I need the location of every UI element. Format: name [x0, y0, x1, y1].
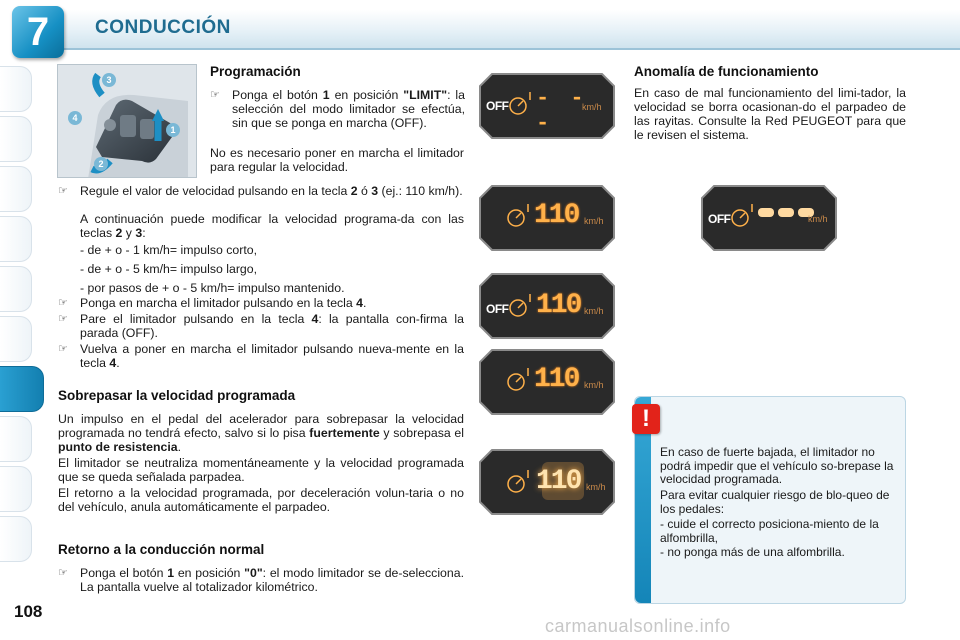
bullet-hand-icon: ☞: [58, 343, 68, 355]
sobrepasar-punto-resistencia: punto de resistencia: [58, 440, 178, 454]
step2-cont-key-3: 3: [135, 226, 143, 240]
chapter-tab-2[interactable]: [0, 116, 32, 162]
unit-label: km/h: [586, 482, 606, 492]
chapter-tab-1[interactable]: [0, 66, 32, 112]
step3-key: 4: [356, 296, 364, 310]
unit-label: km/h: [584, 216, 604, 226]
speed-digits: 110: [534, 200, 579, 231]
display-anomaly: [700, 184, 838, 252]
speed-dashes: - - -: [536, 86, 588, 136]
sobrepasar-p1-c: .: [177, 440, 182, 454]
programacion-step-2-cont: [80, 212, 464, 240]
exclamation-icon: !: [632, 404, 660, 434]
unit-label: km/h: [808, 214, 828, 224]
sobrepasar-p1-b: y sobrepasa el: [379, 426, 464, 440]
retorno-key: 1: [167, 566, 175, 580]
programacion-step-5: [58, 342, 464, 370]
blinking-dash: [778, 208, 794, 217]
speed-step-long: - de + o - 5 km/h= impulso largo,: [80, 262, 258, 276]
anomalia-heading: Anomalía de funcionamiento: [634, 64, 819, 79]
unit-label: km/h: [582, 102, 602, 112]
sobrepasar-paragraph-3: El retorno a la velocidad programada, por deceleración volun-taria o no del vehículo, anula automáticamente el parpadeo.: [58, 486, 464, 514]
bullet-hand-icon: ☞: [58, 567, 68, 579]
diagram-label-1: 1: [166, 123, 180, 137]
step2-cont-key-2: 2: [115, 226, 123, 240]
display-speed-110-blinking: [478, 448, 616, 516]
step1-text-b: en posición: [329, 88, 404, 102]
chapter-tabs: [0, 66, 34, 586]
chapter-title: CONDUCCIÓN: [95, 17, 231, 38]
step5-key: 4: [109, 356, 117, 370]
retorno-step: [58, 566, 464, 594]
step2-cont-b: :: [142, 226, 146, 240]
step1-key: 1: [322, 88, 330, 102]
display-speed-110-active: [478, 348, 616, 416]
retorno-heading: Retorno a la conducción normal: [58, 542, 265, 557]
limiter-stalk-diagram: [57, 64, 197, 178]
step2-or: ó: [357, 184, 372, 198]
programacion-note: No es necesario poner en marcha el limitador para regular la velocidad.: [210, 146, 464, 174]
step2-cont-a: A continuación puede modificar la velocidad programa-da con las teclas: [80, 212, 464, 240]
step2-key-3: 3: [371, 184, 379, 198]
step2-cont-y: y: [122, 226, 136, 240]
sobrepasar-heading: Sobrepasar la velocidad programada: [58, 388, 296, 403]
programacion-step-4: [58, 312, 464, 340]
warning-item-2: - no ponga más de una alfombrilla.: [660, 545, 845, 559]
step1-text-a: Ponga el botón: [232, 88, 323, 102]
chapter-tab-9[interactable]: [0, 466, 32, 512]
step5-text-a: Vuelva a poner en marcha el limitador pulsando nueva-mente en la tecla: [80, 342, 464, 370]
sobrepasar-paragraph-2: El limitador se neutraliza momentáneamente y la velocidad programada que se queda señalada parpadea.: [58, 456, 464, 484]
bullet-hand-icon: ☞: [210, 89, 220, 101]
sobrepasar-p1-a: Un impulso en el pedal del acelerador para sobrepasar la velocidad programada no tendrá efecto, salvo si lo pisa: [58, 412, 464, 440]
step3-text-a: Ponga en marcha el limitador pulsando en la tecla: [80, 296, 357, 310]
speed-digits: 110: [536, 466, 581, 497]
chapter-tab-8[interactable]: [0, 416, 32, 462]
step2-text-b: (ej.: 110 km/h).: [378, 184, 463, 198]
step2-text-a: Regule el valor de velocidad pulsando en la tecla: [80, 184, 351, 198]
bullet-hand-icon: ☞: [58, 297, 68, 309]
blinking-dash: [758, 208, 774, 217]
chapter-tab-4[interactable]: [0, 216, 32, 262]
page-header: [0, 0, 960, 60]
diagram-label-4: 4: [68, 111, 82, 125]
speed-step-held: - por pasos de + o - 5 km/h= impulso mantenido.: [80, 281, 345, 295]
retorno-text-b: en posición: [174, 566, 245, 580]
programacion-heading: Programación: [210, 64, 301, 79]
step4-key: 4: [311, 312, 319, 326]
speed-digits: 110: [534, 364, 579, 395]
step4-text-b: : la pantalla con-firma la parada (OFF).: [80, 312, 464, 340]
programacion-step-1: [210, 88, 465, 130]
step1-limit: "LIMIT": [403, 88, 448, 102]
off-indicator: OFF: [486, 99, 509, 113]
unit-label: km/h: [584, 306, 604, 316]
speed-digits: 110: [536, 290, 581, 321]
warning-item-1: - cuide el correcto posiciona-miento de la alfombrilla,: [660, 517, 879, 545]
off-indicator: OFF: [708, 212, 731, 226]
diagram-label-2: 2: [94, 157, 108, 171]
sobrepasar-paragraph-1: [58, 412, 464, 454]
anomalia-paragraph: En caso de mal funcionamiento del limi-tador, la velocidad se borra ocasionan-do el parpadeo de las rayitas. Consulte la Red PEUGEOT para que le revisen el sistema.: [634, 86, 906, 142]
sobrepasar-fuertemente: fuertemente: [309, 426, 380, 440]
diagram-label-3: 3: [102, 73, 116, 87]
retorno-text-c: : el modo limitador se de-selecciona. La pantalla vuelve al totalizador kilométrico.: [80, 566, 464, 594]
step1-text-c: : la selección del modo limitador se efectúa, sin que se ponga en marcha (OFF).: [232, 88, 466, 130]
bullet-hand-icon: ☞: [58, 313, 68, 325]
page-number: 108: [14, 602, 43, 621]
retorno-zero: "0": [244, 566, 263, 580]
chapter-tab-5[interactable]: [0, 266, 32, 312]
display-off-dashes: [478, 72, 616, 140]
programacion-step-2: [58, 184, 464, 198]
chapter-tab-10[interactable]: [0, 516, 32, 562]
bullet-hand-icon: ☞: [58, 185, 68, 197]
step4-text-a: Pare el limitador pulsando en la tecla: [80, 312, 312, 326]
speed-step-short: - de + o - 1 km/h= impulso corto,: [80, 243, 258, 257]
chapter-badge: 7: [12, 6, 64, 58]
off-indicator: OFF: [486, 302, 509, 316]
chapter-tab-7-active[interactable]: [0, 366, 44, 412]
chapter-tab-6[interactable]: [0, 316, 32, 362]
warning-paragraph-1: En caso de fuerte bajada, el limitador no podrá impedir que el vehículo so-brepase la velocidad programada.: [660, 445, 894, 486]
step5-text-b: .: [116, 356, 120, 370]
programacion-step-3: [58, 296, 464, 310]
chapter-tab-3[interactable]: [0, 166, 32, 212]
watermark: carmanualsonline.info: [545, 616, 731, 636]
display-off-110: [478, 272, 616, 340]
step3-text-b: .: [363, 296, 367, 310]
step2-key-2: 2: [350, 184, 358, 198]
display-speed-110: [478, 184, 616, 252]
unit-label: km/h: [584, 380, 604, 390]
retorno-text-a: Ponga el botón: [80, 566, 168, 580]
warning-paragraph-2: Para evitar cualquier riesgo de blo-queo de los pedales:: [660, 488, 890, 516]
